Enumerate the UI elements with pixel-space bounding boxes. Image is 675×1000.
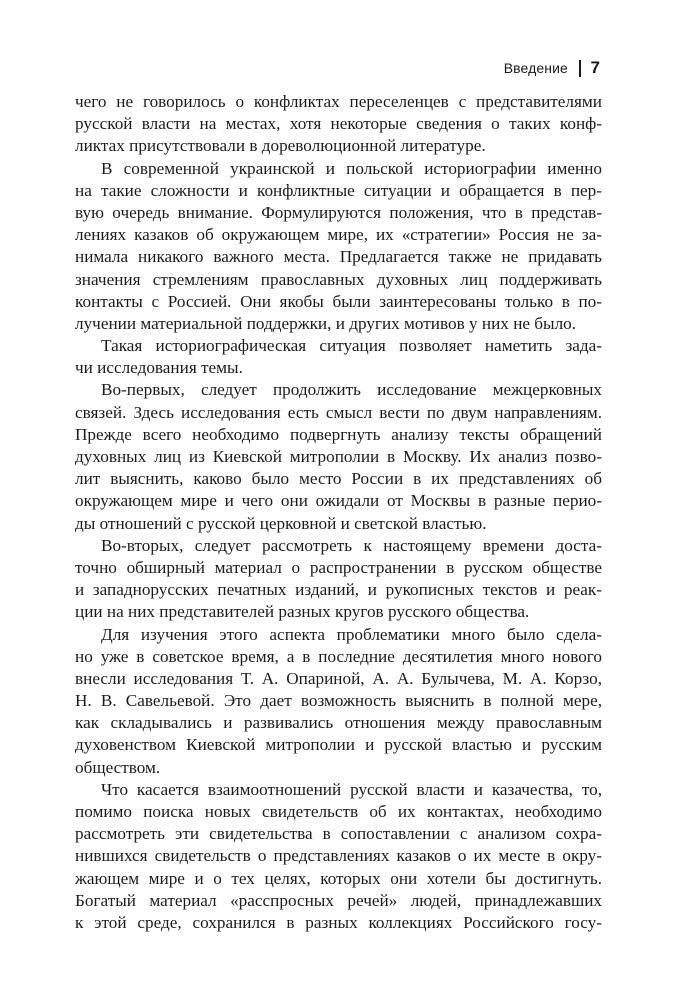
text-line: Для изучения этого аспекта проблематики много было сдела- xyxy=(101,624,602,644)
text-line: Такая историографическая ситуация позволяет наметить зада- xyxy=(101,336,602,356)
text-line: чего не говорилось о конфликтах переселенцев с представителями xyxy=(75,92,602,111)
paragraph xyxy=(75,91,602,158)
text-line: жающем мире и о тех целях, которых они хотели бы достигнуть. xyxy=(75,868,602,888)
running-head xyxy=(504,58,600,78)
text-line: Что касается взаимоотношений русской власти и казачества, то, xyxy=(101,779,602,799)
text-line: Н. В. Савельевой. Это дает возможность выяснить в полной мере, xyxy=(75,691,602,711)
text-line: ции на них представителей разных кругов русского общества. xyxy=(75,602,530,622)
paragraph xyxy=(75,379,602,534)
text-line: Богатый материал «расспросных речей» людей, принадлежавших xyxy=(75,890,602,910)
text-line: но уже в советское время, а в последние десятилетия много нового xyxy=(75,646,602,666)
text-line: лениях казаков об окружающем мире, их «стратегии» Россия не за- xyxy=(75,225,602,245)
paragraph xyxy=(75,779,602,934)
text-line: чи исследования темы. xyxy=(75,358,243,378)
text-line: как складывались и развивались отношения между православным xyxy=(75,713,602,733)
text-line: точно обширный материал о распространении в русском обществе xyxy=(75,557,602,577)
text-line: контакты с Россией. Они якобы были заинтересованы только в по- xyxy=(75,291,602,311)
text-line: нимала никакого важного места. Предлагается также не придавать xyxy=(75,247,602,267)
text-line: помимо поиска новых свидетельств об их контактах, необходимо xyxy=(75,802,602,821)
paragraph xyxy=(75,624,602,779)
body-text xyxy=(75,91,602,934)
header-divider xyxy=(579,60,581,77)
text-line: значения стремлениям православных духовных лиц поддерживать xyxy=(75,269,602,289)
text-line: В современной украинской и польской историографии именно xyxy=(101,158,602,178)
text-line: ды отношений с русской церковной и светской властью. xyxy=(75,513,487,533)
text-line: духовенством Киевской митрополии и русской властью и русским xyxy=(75,735,602,755)
text-line: русской власти на местах, хотя некоторые сведения о таких конф- xyxy=(75,114,602,134)
text-line: обществом. xyxy=(75,757,161,777)
paragraph xyxy=(75,158,602,336)
text-line: лучении материальной поддержки, и других мотивов у них не было. xyxy=(75,313,577,333)
text-line: ликтах присутствовали в дореволюционной литературе. xyxy=(75,136,486,156)
text-line: Во-вторых, следует рассмотреть к настоящему времени доста- xyxy=(101,535,602,555)
text-line: внесли исследования Т. А. Опариной, А. А. Булычева, М. А. Корзо, xyxy=(75,668,602,688)
paragraph xyxy=(75,335,602,379)
text-line: духовных лиц из Киевской митрополии в Москву. Их анализ позво- xyxy=(75,447,602,466)
text-line: лит выяснить, каково было место России в их представлениях об xyxy=(75,469,602,489)
chapter-title: Введение xyxy=(503,60,568,76)
text-line: и западнорусских печатных изданий, и рукописных текстов и реак- xyxy=(75,580,602,600)
page-number: 7 xyxy=(590,58,600,77)
text-line: рассмотреть эти свидетельства в сопоставлении с анализом сохра- xyxy=(75,824,602,844)
text-line: на такие сложности и конфликтные ситуации и обращается в пер- xyxy=(75,180,602,200)
text-line: вую очередь внимание. Формулируются положения, что в представ- xyxy=(75,202,602,222)
text-line: связей. Здесь исследования есть смысл вести по двум направлениям. xyxy=(75,402,602,422)
text-line: к этой среде, сохранился в разных коллекциях Российского госу- xyxy=(75,912,602,932)
text-line: Прежде всего необходимо подвергнуть анализу тексты обращений xyxy=(75,424,602,444)
text-line: окружающем мире и чего они ожидали от Москвы в разные перио- xyxy=(75,491,602,511)
paragraph xyxy=(75,535,602,624)
text-line: нившихся свидетельств о представлениях казаков о их месте в окру- xyxy=(75,846,602,866)
text-line: Во-первых, следует продолжить исследование межцерковных xyxy=(101,380,602,400)
